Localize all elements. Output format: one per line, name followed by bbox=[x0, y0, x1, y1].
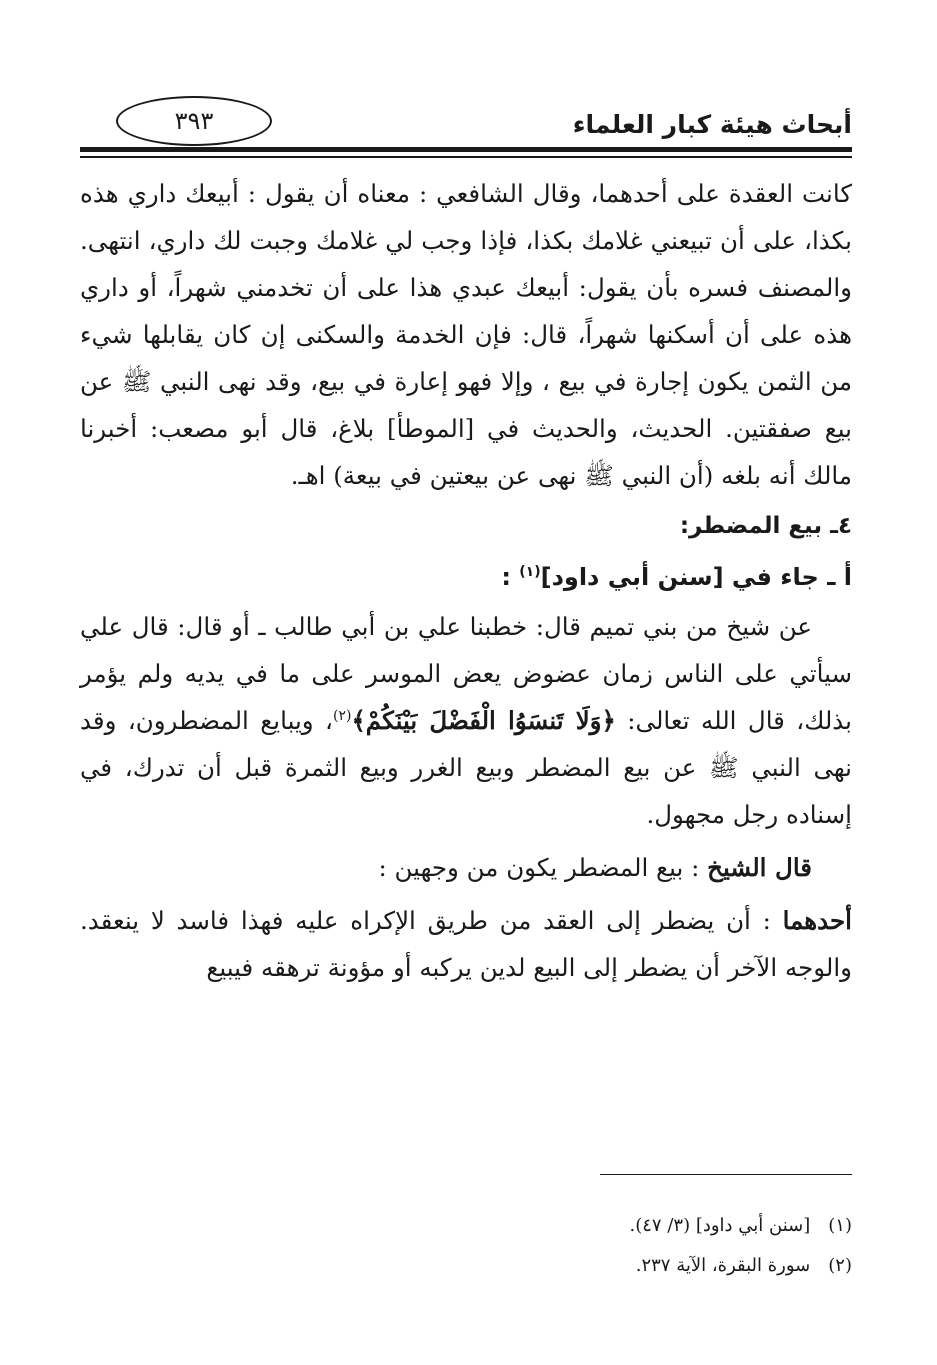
footnote-2 bbox=[80, 1246, 852, 1286]
paragraph-2-end: ، ويبايع المضطرون، وقد نهى النبي ﷺ عن بيع المضطر وبيع الغرر وبيع الثمرة قبل أن تدرك، في إسناده رجل مجهول. bbox=[80, 706, 852, 829]
paragraph-2 bbox=[80, 603, 852, 838]
subheading-a bbox=[80, 551, 852, 603]
footnotes bbox=[80, 1206, 852, 1286]
footnote-ref-2: (٢) bbox=[332, 707, 352, 724]
section-heading: ٤ـ بيع المضطر: bbox=[679, 513, 852, 539]
paragraph-4 bbox=[80, 897, 852, 991]
subheading-a-text: أ ـ جاء في [سنن أبي داود] bbox=[540, 563, 852, 591]
page-number-oval bbox=[116, 96, 272, 146]
footnote-1-text: [سنن أبي داود] (٣/ ٤٧). bbox=[629, 1215, 811, 1236]
paragraph-3-lead: قال الشيخ bbox=[707, 853, 812, 882]
paragraph-4-text: : أن يضطر إلى العقد من طريق الإكراه عليه فهذا فاسد لا ينعقد. والوجه الآخر أن يضطر إلى البيع لدين يركبه أو مؤونة ترهقه فيبيع bbox=[80, 906, 852, 982]
paragraph-3 bbox=[80, 844, 852, 891]
footnote-separator bbox=[600, 1174, 852, 1175]
footnote-1-number: (١) bbox=[828, 1215, 852, 1236]
header-rule-thin bbox=[80, 156, 852, 158]
series-title: أبحاث هيئة كبار العلماء bbox=[572, 110, 852, 139]
footnote-ref-1: (١) bbox=[519, 564, 541, 580]
page-number: ٣٩٣ bbox=[174, 107, 214, 135]
paragraph-3-text: : بيع المضطر يكون من وجهين : bbox=[378, 853, 700, 882]
footnote-1 bbox=[80, 1206, 852, 1246]
footnote-2-number: (٢) bbox=[828, 1255, 852, 1276]
header-rule-thick bbox=[80, 147, 852, 152]
subheading-a-end: : bbox=[501, 563, 520, 591]
paragraph-4-lead: أحدهما bbox=[782, 906, 852, 935]
paragraph-2-start: عن شيخ من بني تميم قال: خطبنا علي بن أبي طالب ـ أو قال: قال علي سيأتي على الناس زمان عضوض يعض الموسر على ما في يديه ولم يؤمر بذلك، قال الله تعالى: bbox=[80, 612, 852, 735]
footnote-2-text: سورة البقرة، الآية ٢٣٧. bbox=[635, 1255, 811, 1276]
quran-verse: ﴿وَلَا تَنسَوُا الْفَضْلَ بَيْنَكُمْ﴾ bbox=[351, 706, 616, 735]
page-header bbox=[80, 96, 852, 156]
main-text bbox=[80, 170, 852, 991]
paragraph-1: كانت العقدة على أحدهما، وقال الشافعي : معناه أن يقول : أبيعك داري هذه بكذا، على أن تبيعني غلامك بكذا، فإذا وجب لي غلامك وجبت لك داري، انتهى. والمصنف فسره بأن يقول: أبيعك عبدي هذا على أن تخدمني شهراً، أو داري هذه على أن أسكنها شهراً، قال: فإن الخدمة والسكنى إن كان يقابلها شيء من الثمن يكون إجارة في بيع ، وإلا فهو إعارة في بيع، وقد نهى النبي ﷺ عن بيع صفقتين. الحديث، والحديث في [الموطأ] بلاغ، قال أبو مصعب: أخبرنا مالك أنه بلغه (أن النبي ﷺ نهى عن بيعتين في بيعة) اهـ. bbox=[80, 179, 852, 490]
